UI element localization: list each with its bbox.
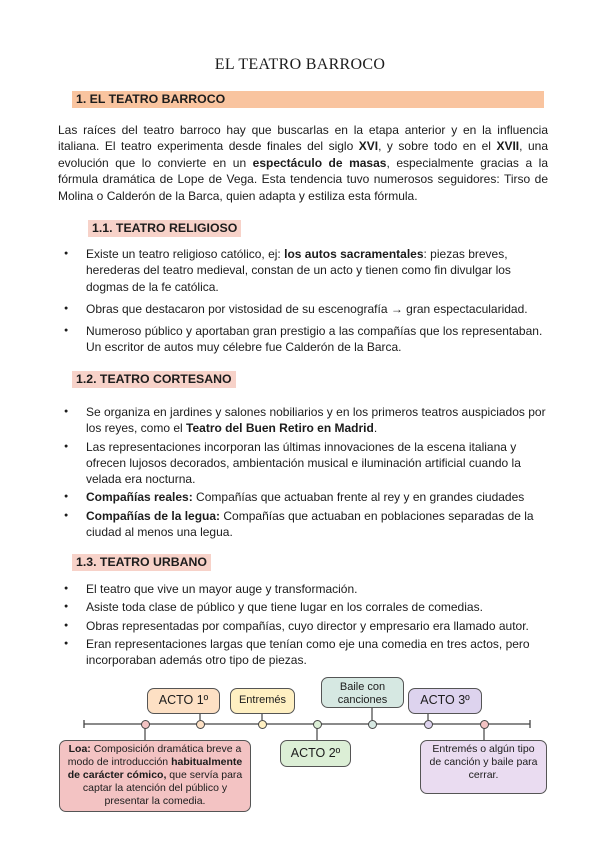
timeline-dot (141, 720, 150, 729)
timeline-dot (368, 720, 377, 729)
final-box: Entremés o algún tipo de canción y baile para cerrar. (420, 740, 547, 794)
timeline-dot (196, 720, 205, 729)
timeline-dot (313, 720, 322, 729)
list-item: ● Obras que destacaron por vistosidad de su escenografía → gran espectacularidad. (64, 301, 552, 317)
loa-box: Loa: Composición dramática breve a modo de introducción habitualmente de carácter cómico, que servía para captar la atención del público y presentar la comedia. (59, 740, 251, 812)
comedia-structure-diagram (0, 670, 600, 848)
timeline-dot (480, 720, 489, 729)
entremes-box: Entremés (230, 688, 295, 714)
religioso-list (64, 246, 552, 356)
list-item: ● Compañías de la legua: Compañías que actuaban en poblaciones separadas de la ciudad al menos una legua. (64, 508, 552, 541)
acto2-box: ACTO 2º (280, 740, 351, 767)
list-item: ● El teatro que vive un mayor auge y transformación. (64, 581, 552, 597)
section-heading-1-3: 1.3. TEATRO URBANO (72, 554, 211, 571)
cortesano-list (64, 404, 552, 540)
section-heading-1: 1. EL TEATRO BARROCO (72, 91, 544, 108)
list-item: ● Eran representaciones largas que tenían como eje una comedia en tres actos, pero incorporaban además otro tipo de piezas. (64, 636, 552, 669)
baile-box: Baile con canciones (321, 677, 404, 708)
list-item: ● Numeroso público y aportaban gran prestigio a las compañías que los representaban. Un escritor de autos muy célebre fue Calderón de la Barca. (64, 323, 552, 356)
section-heading-1-2: 1.2. TEATRO CORTESANO (72, 371, 236, 388)
list-item: ● Asiste toda clase de público y que tiene lugar en los corrales de comedias. (64, 599, 552, 615)
acto1-box: ACTO 1º (147, 688, 220, 714)
list-item: ● Existe un teatro religioso católico, ej: los autos sacramentales: piezas breves, herederas del teatro medieval, constan de un acto y tienen como fin divulgar los dogmas de la fe católica. (64, 246, 552, 295)
list-item: ● Compañías reales: Compañías que actuaban frente al rey y en grandes ciudades (64, 489, 552, 505)
list-item: ● Se organiza en jardines y salones nobiliarios y en los primeros teatros auspiciados por los reyes, como el Teatro del Buen Retiro en Madrid. (64, 404, 552, 437)
intro-paragraph: Las raíces del teatro barroco hay que buscarlas en la etapa anterior y en la influencia italiana. El teatro experimenta desde finales del siglo XVI, y sobre todo en el XVII, una evolución que lo convierte en un espectáculo de masas, especialmente gracias a la fórmula dramática de Lope de Vega. Esta tendencia tuvo numerosos seguidores: Tirso de Molina o Calderón de la Barca, quien adapta y estiliza esta fórmula. (58, 123, 549, 203)
timeline-dot (424, 720, 433, 729)
section-heading-1-1: 1.1. TEATRO RELIGIOSO (88, 220, 241, 237)
list-item: ● Las representaciones incorporan las últimas innovaciones de la escena italiana y ofrecen lujosos decorados, ambientación musical e iluminación artificial cuando la velada era nocturna. (64, 439, 552, 488)
page-title: EL TEATRO BARROCO (214, 56, 386, 73)
timeline-dot (258, 720, 267, 729)
acto3-box: ACTO 3º (408, 688, 482, 714)
list-item: ● Obras representadas por compañías, cuyo director y empresario era llamado autor. (64, 618, 552, 634)
urbano-list (64, 581, 552, 668)
